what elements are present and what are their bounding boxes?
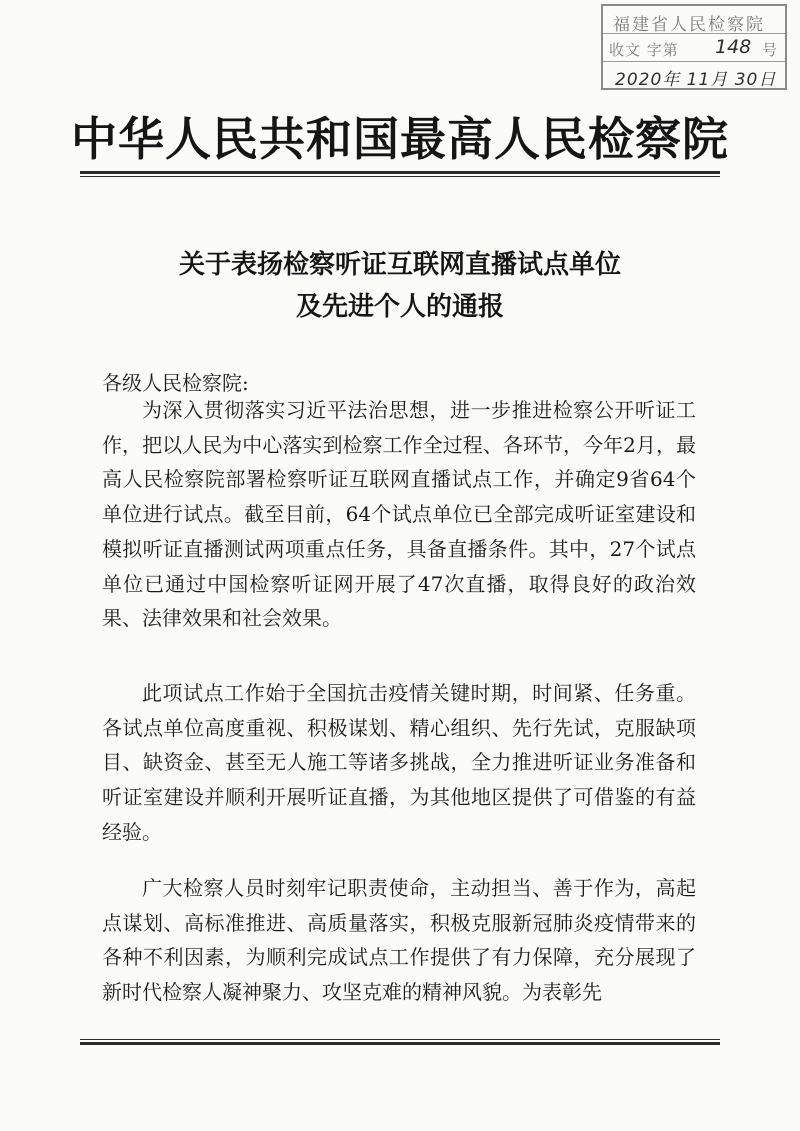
stamp-receipt-number: 148 [715, 36, 752, 58]
body-paragraph-1: 为深入贯彻落实习近平法治思想，进一步推进检察公开听证工作，把以人民为中心落实到检察工作全过程、各环节，今年2月，最高人民检察院部署检察听证互联网直播试点工作，并确定9省64个单位进行试点。截至目前，64个试点单位已全部完成听证室建设和模拟听证直播测试两项重点任务，具备直播条件。其中，27个试点单位已通过中国检察听证网开展了47次直播，取得良好的政治效果、法律效果和社会效果。 [102, 398, 696, 631]
stamp-date: 2020年 11月 30日 [615, 70, 777, 90]
body-paragraph-2: 此项试点工作始于全国抗击疫情关键时期，时间紧、任务重。各试点单位高度重视、积极谋划、精心组织、先行先试，克服缺项目、缺资金、甚至无人施工等诸多挑战，全力推进听证业务准备和听证室建设并顺利开展听证直播，为其他地区提供了可借鉴的有益经验。 [102, 681, 696, 844]
body-paragraph-3: 广大检察人员时刻牢记职责使命，主动担当、善于作为，高起点谋划、高标准推进、高质量落实，积极克服新冠肺炎疫情带来的各种不利因素，为顺利完成试点工作提供了有力保障，充分展现了新时代检察人凝神聚力、攻坚克难的精神风貌。为表彰先 [102, 876, 696, 1005]
masthead-title: 中华人民共和国最高人民检察院 [71, 112, 729, 166]
stamp-number-suffix: 号 [761, 41, 777, 59]
stamp-row-organization [603, 6, 785, 34]
stamp-receipt-label: 收文 字第 [609, 41, 679, 59]
notice-title-line-2: 及先进个人的通报 [295, 292, 504, 322]
stamp-row-number [603, 34, 785, 62]
salutation: 各级人民检察院: [102, 371, 249, 395]
stamp-organization: 福建省人民检察院 [613, 15, 765, 35]
footer-divider [80, 1039, 720, 1045]
masthead-divider [80, 171, 720, 177]
stamp-row-date [603, 62, 785, 90]
receipt-stamp [601, 4, 787, 90]
notice-title-line-1: 关于表扬检察听证互联网直播试点单位 [178, 250, 621, 280]
